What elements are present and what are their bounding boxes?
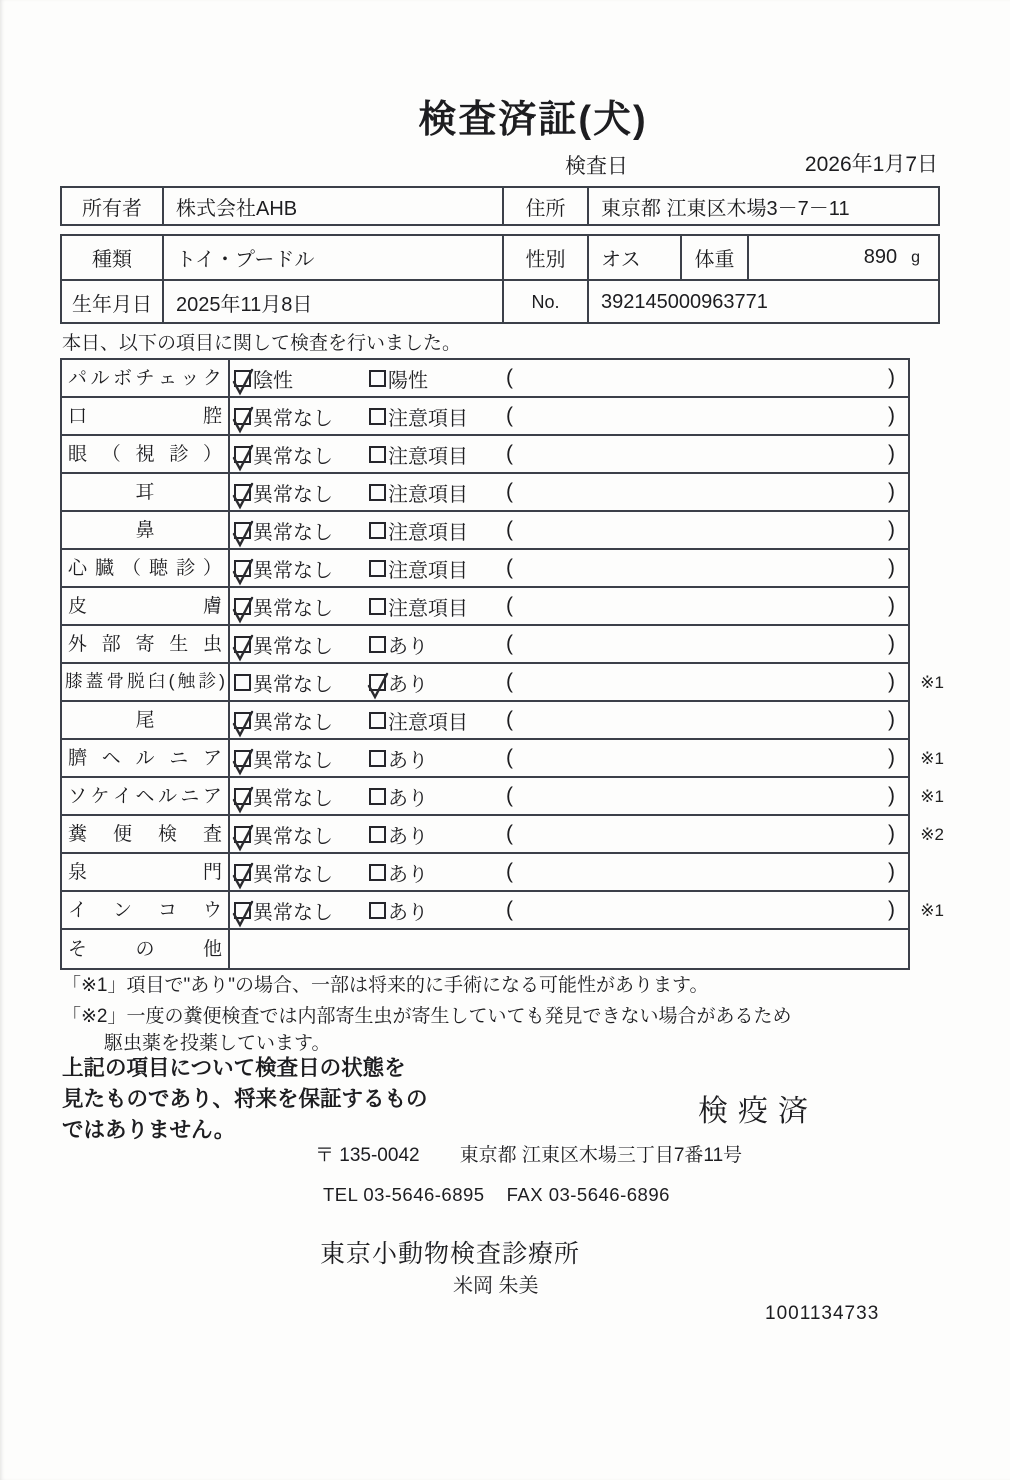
result-paren-close: ) bbox=[888, 632, 895, 655]
checklist-row bbox=[62, 740, 944, 778]
checklist-option bbox=[234, 626, 333, 662]
animal-info-table bbox=[60, 234, 940, 324]
result-paren-open: ( bbox=[506, 594, 513, 617]
checklist-row bbox=[62, 588, 908, 626]
checklist-option-label: 異常なし bbox=[253, 711, 333, 734]
checklist-option-label: 異常なし bbox=[253, 597, 333, 620]
checklist-option-label: 陰性 bbox=[253, 369, 293, 392]
checklist-option bbox=[234, 398, 333, 434]
checklist-row bbox=[62, 474, 908, 512]
serial-number: 1001134733 bbox=[765, 1303, 880, 1324]
intro-text: 本日、以下の項目に関して検査を行いました。 bbox=[62, 333, 462, 354]
checklist-option-label: 異常なし bbox=[253, 635, 333, 658]
checkbox-icon bbox=[234, 864, 251, 881]
result-paren-open: ( bbox=[506, 898, 513, 921]
clinic-address: 東京都 江東区木場三丁目7番11号 bbox=[459, 1145, 743, 1166]
checklist-option-label: 注意項目 bbox=[388, 445, 468, 468]
checklist-option bbox=[369, 664, 428, 700]
checklist-row bbox=[62, 550, 908, 588]
inspection-date-label: 検査日 bbox=[565, 155, 628, 178]
result-paren-open: ( bbox=[506, 670, 513, 693]
owner-row bbox=[62, 188, 938, 224]
sex-label: 性別 bbox=[502, 236, 587, 279]
checkbox-icon bbox=[234, 522, 251, 539]
inspection-date-value: 2026年1月7日 bbox=[804, 153, 938, 176]
checklist-item-label: 臍 ヘ ル ニ ア bbox=[62, 740, 230, 776]
checklist-option bbox=[369, 360, 428, 396]
checkbox-icon bbox=[369, 408, 386, 425]
clinic-name: 東京小動物検査診療所 bbox=[320, 1240, 581, 1268]
checklist-item-label: 泉 門 bbox=[62, 854, 230, 890]
checklist-option bbox=[234, 512, 333, 548]
checklist-option-label: 異常なし bbox=[253, 901, 333, 924]
handwritten-check-icon bbox=[231, 708, 255, 738]
disclaimer-text bbox=[62, 1053, 428, 1146]
disclaimer-line: ではありません。 bbox=[62, 1118, 236, 1142]
checklist-row bbox=[62, 664, 944, 702]
result-paren-open: ( bbox=[506, 708, 513, 731]
result-paren-close: ) bbox=[888, 594, 895, 617]
checkbox-icon bbox=[234, 636, 251, 653]
result-paren-close: ) bbox=[888, 518, 895, 541]
checklist-option bbox=[369, 892, 428, 928]
result-paren-close: ) bbox=[888, 442, 895, 465]
checklist-option-label: 異常なし bbox=[253, 407, 333, 430]
quarantine-stamp: 検疫済 bbox=[698, 1095, 818, 1128]
checklist-option-label: 注意項目 bbox=[388, 407, 468, 430]
checklist-option bbox=[369, 626, 428, 662]
checkbox-icon bbox=[234, 712, 251, 729]
checklist-option bbox=[234, 854, 333, 890]
result-paren-open: ( bbox=[506, 442, 513, 465]
checkbox-icon bbox=[234, 408, 251, 425]
birthdate-label: 生年月日 bbox=[72, 294, 152, 316]
handwritten-check-icon bbox=[231, 898, 255, 928]
checklist-row bbox=[62, 892, 944, 930]
postal-code: 〒 135-0042 bbox=[315, 1145, 420, 1166]
result-paren-open: ( bbox=[506, 556, 513, 579]
result-paren-open: ( bbox=[506, 860, 513, 883]
checklist-item-label: 糞 便 検 査 bbox=[62, 816, 230, 852]
checklist-table bbox=[60, 358, 944, 970]
sex-value: オス bbox=[587, 236, 680, 279]
checklist-option-label: 異常なし bbox=[253, 483, 333, 506]
checklist-option bbox=[369, 436, 468, 472]
checkbox-icon bbox=[369, 864, 386, 881]
result-paren-close: ) bbox=[888, 898, 895, 921]
owner-table bbox=[60, 186, 940, 226]
checklist-option bbox=[369, 588, 468, 624]
checklist-option bbox=[234, 550, 333, 586]
checklist-option bbox=[234, 702, 333, 738]
result-paren-close: ) bbox=[888, 822, 895, 845]
checklist-item-label: ソ ケ イ ヘ ル ニ ア bbox=[62, 778, 230, 814]
result-paren-open: ( bbox=[506, 632, 513, 655]
checklist-option-label: あり bbox=[388, 749, 428, 772]
checkbox-icon bbox=[369, 636, 386, 653]
footnote-line: 「※2」一度の糞便検査では内部寄生虫が寄生していても発見できない場合があるため bbox=[62, 1006, 792, 1027]
no-label: No. bbox=[502, 281, 587, 324]
result-paren-close: ) bbox=[888, 366, 895, 389]
checklist-item-label: 眼 （ 視 診 ） bbox=[62, 436, 230, 472]
checkbox-icon bbox=[369, 446, 386, 463]
checklist-option bbox=[369, 740, 428, 776]
checkbox-icon bbox=[369, 902, 386, 919]
checklist-option-label: 異常なし bbox=[253, 825, 333, 848]
checklist-item-label: 尾 bbox=[62, 702, 230, 738]
clinic-fax: FAX 03-5646-6896 bbox=[506, 1184, 670, 1205]
checkbox-icon bbox=[234, 674, 251, 691]
result-paren-close: ) bbox=[888, 860, 895, 883]
handwritten-check-icon bbox=[231, 480, 255, 510]
address-value: 東京都 江東区木場3－7－11 bbox=[587, 188, 938, 224]
checklist-item-label: 皮 膚 bbox=[62, 588, 230, 624]
checkbox-icon bbox=[369, 560, 386, 577]
footnotes bbox=[62, 972, 942, 1057]
footnote-line: 駆虫薬を投薬しています。 bbox=[104, 1033, 331, 1054]
breed-label: 種類 bbox=[92, 249, 132, 271]
checklist-item-label: 耳 bbox=[62, 474, 230, 510]
result-paren-open: ( bbox=[506, 746, 513, 769]
result-paren-close: ) bbox=[888, 708, 895, 731]
address-label: 住所 bbox=[502, 188, 587, 224]
checklist-option-label: あり bbox=[388, 825, 428, 848]
checklist-option bbox=[234, 436, 333, 472]
checkbox-icon bbox=[234, 446, 251, 463]
checkbox-icon bbox=[369, 598, 386, 615]
weight-unit: g bbox=[911, 248, 920, 266]
checkbox-icon bbox=[234, 750, 251, 767]
checklist-option-label: あり bbox=[388, 673, 428, 696]
checklist-row bbox=[62, 360, 908, 398]
checklist-option-label: 注意項目 bbox=[388, 559, 468, 582]
checklist-option bbox=[234, 588, 333, 624]
page-title: 検査済証(犬) bbox=[418, 99, 648, 141]
birth-row bbox=[62, 279, 938, 324]
checklist-option bbox=[234, 474, 333, 510]
checklist-row bbox=[62, 930, 908, 968]
checklist-option-label: あり bbox=[388, 787, 428, 810]
checklist-option-label: 異常なし bbox=[253, 749, 333, 772]
handwritten-check-icon bbox=[231, 556, 255, 586]
checklist-option bbox=[234, 740, 333, 776]
result-paren-open: ( bbox=[506, 518, 513, 541]
checklist-row bbox=[62, 854, 908, 892]
row-footnote-mark: ※1 bbox=[920, 673, 944, 692]
handwritten-check-icon bbox=[231, 518, 255, 548]
weight-label: 体重 bbox=[680, 236, 747, 279]
owner-label: 所有者 bbox=[82, 197, 142, 220]
checklist-option-label: あり bbox=[388, 635, 428, 658]
checklist-option-label: 陽性 bbox=[388, 369, 428, 392]
result-paren-close: ) bbox=[888, 556, 895, 579]
checklist-option-label: 異常なし bbox=[253, 521, 333, 544]
checklist-option bbox=[369, 778, 428, 814]
checklist-option-label: 注意項目 bbox=[388, 711, 468, 734]
checklist-row bbox=[62, 626, 908, 664]
checklist-option-label: 注意項目 bbox=[388, 597, 468, 620]
checklist-row bbox=[62, 816, 944, 854]
checklist-option bbox=[369, 816, 428, 852]
result-paren-open: ( bbox=[506, 366, 513, 389]
result-paren-close: ) bbox=[888, 746, 895, 769]
clinic-tel: TEL 03-5646-6895 bbox=[323, 1184, 485, 1205]
checklist-option-label: 異常なし bbox=[253, 559, 333, 582]
checklist-option bbox=[369, 702, 468, 738]
handwritten-check-icon bbox=[231, 632, 255, 662]
handwritten-check-icon bbox=[231, 746, 255, 776]
checkbox-icon bbox=[234, 484, 251, 501]
checklist-option-label: あり bbox=[388, 901, 428, 924]
checklist-option-label: 注意項目 bbox=[388, 521, 468, 544]
row-footnote-mark: ※1 bbox=[920, 901, 944, 920]
checklist-row bbox=[62, 702, 908, 740]
checkbox-icon bbox=[234, 560, 251, 577]
breed-row bbox=[62, 236, 938, 279]
checklist-option bbox=[234, 360, 293, 396]
result-paren-open: ( bbox=[506, 784, 513, 807]
checklist-option bbox=[369, 474, 468, 510]
checklist-item-label: イ ン コ ウ bbox=[62, 892, 230, 928]
checklist-option-label: あり bbox=[388, 863, 428, 886]
footnote-line: 「※1」項目で"あり"の場合、一部は将来的に手術になる可能性があります。 bbox=[62, 975, 709, 996]
checklist-item-label: 外 部 寄 生 虫 bbox=[62, 626, 230, 662]
checkbox-icon bbox=[369, 750, 386, 767]
handwritten-check-icon bbox=[231, 366, 255, 396]
checklist-item-label: 心 臓 （ 聴 診 ） bbox=[62, 550, 230, 586]
no-value: 392145000963771 bbox=[587, 281, 938, 324]
result-paren-open: ( bbox=[506, 404, 513, 427]
row-footnote-mark: ※1 bbox=[920, 749, 944, 768]
checkbox-icon bbox=[369, 522, 386, 539]
checklist-item-label: 口 腔 bbox=[62, 398, 230, 434]
checklist-option bbox=[234, 816, 333, 852]
checklist-option bbox=[369, 398, 468, 434]
veterinarian-name: 米岡 朱美 bbox=[453, 1275, 539, 1297]
result-paren-close: ) bbox=[888, 480, 895, 503]
checklist-item-label: パ ル ボ チ ェ ッ ク bbox=[62, 360, 230, 396]
breed-value: トイ・プードル bbox=[162, 236, 502, 279]
checklist-item-label: そ の 他 bbox=[62, 930, 230, 968]
checklist-option bbox=[234, 778, 333, 814]
handwritten-check-icon bbox=[231, 594, 255, 624]
checklist-row bbox=[62, 436, 908, 474]
owner-value: 株式会社AHB bbox=[162, 188, 502, 224]
checklist-row bbox=[62, 398, 908, 436]
handwritten-check-icon bbox=[231, 784, 255, 814]
checkbox-icon bbox=[234, 598, 251, 615]
checklist-option bbox=[369, 550, 468, 586]
result-paren-open: ( bbox=[506, 822, 513, 845]
checklist-option-label: 異常なし bbox=[253, 863, 333, 886]
result-paren-open: ( bbox=[506, 480, 513, 503]
disclaimer-line: 上記の項目について検査日の状態を bbox=[62, 1056, 406, 1080]
checklist-row bbox=[62, 512, 908, 550]
checklist-option-label: 異常なし bbox=[253, 787, 333, 810]
checklist-option bbox=[369, 512, 468, 548]
handwritten-check-icon bbox=[231, 404, 255, 434]
result-paren-close: ) bbox=[888, 404, 895, 427]
checklist-row bbox=[62, 778, 944, 816]
checklist-option bbox=[234, 892, 333, 928]
result-paren-close: ) bbox=[888, 670, 895, 693]
handwritten-check-icon bbox=[231, 860, 255, 890]
checkbox-icon bbox=[234, 902, 251, 919]
checkbox-icon bbox=[369, 788, 386, 805]
checklist-option-label: 異常なし bbox=[253, 673, 333, 696]
disclaimer-line: 見たものであり、将来を保証するもの bbox=[62, 1087, 428, 1111]
checkbox-icon bbox=[369, 484, 386, 501]
checkbox-icon bbox=[369, 826, 386, 843]
row-footnote-mark: ※1 bbox=[920, 787, 944, 806]
handwritten-check-icon bbox=[231, 822, 255, 852]
clinic-postal-address bbox=[315, 1140, 742, 1167]
row-footnote-mark: ※2 bbox=[920, 825, 944, 844]
checkbox-icon bbox=[234, 826, 251, 843]
checklist-item-label: 鼻 bbox=[62, 512, 230, 548]
handwritten-check-icon bbox=[231, 442, 255, 472]
checklist-option-label: 注意項目 bbox=[388, 483, 468, 506]
handwritten-check-icon bbox=[366, 670, 390, 700]
checkbox-icon bbox=[234, 788, 251, 805]
checkbox-icon bbox=[369, 712, 386, 729]
weight-value bbox=[747, 236, 938, 279]
checklist-item-label: 膝 蓋 骨 脱 臼 ( 触 診 ) bbox=[62, 664, 230, 700]
checkbox-icon bbox=[369, 370, 386, 387]
checkbox-icon bbox=[234, 370, 251, 387]
checklist-option-label: 異常なし bbox=[253, 445, 333, 468]
checkbox-icon bbox=[369, 674, 386, 691]
clinic-tel-fax bbox=[323, 1184, 670, 1206]
result-paren-close: ) bbox=[888, 784, 895, 807]
checklist-option bbox=[234, 664, 333, 700]
weight-number: 890 bbox=[863, 246, 898, 268]
checklist-option bbox=[369, 854, 428, 890]
birthdate-value: 2025年11月8日 bbox=[162, 281, 502, 324]
